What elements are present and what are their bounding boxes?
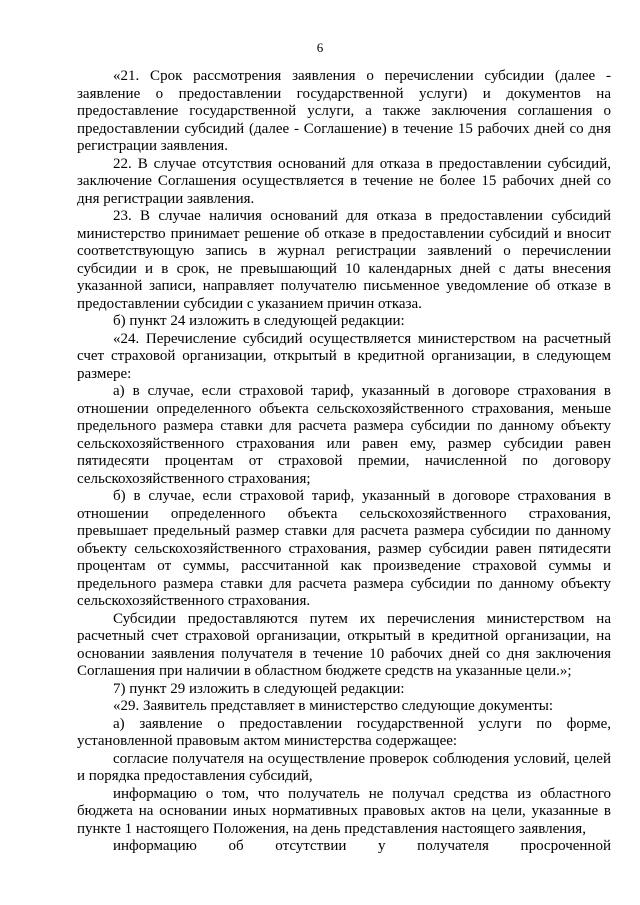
paragraph-23: 23. В случае наличия оснований для отказа в предоставлении субсидий министерство принимает решение об отказе в предоставлении субсидий и вносит соответствующую запись в журнал регистрации заявлений о перечислении субсидии и в срок, не превышающий 10 календарных дней с даты внесения указанной записи, направляет получателю письменное уведомление об отказе в предоставлении субсидии с указанием причин отказа. (77, 208, 611, 312)
paragraph-amend-29: 7) пункт 29 изложить в следующей редакции: (113, 680, 405, 697)
paragraph-24: «24. Перечисление субсидий осуществляется министерством на расчетный счет страховой организации, открытый в кредитной организации, в следующем размере: (77, 330, 611, 382)
paragraph-amend-24: б) пункт 24 изложить в следующей редакции: (113, 313, 405, 329)
paragraph-29: «29. Заявитель представляет в министерство следующие документы: (113, 698, 554, 714)
paragraph-info-debt: информацию об отсутствии у получателя просроченной (113, 838, 611, 854)
paragraph-29-a: а) заявление о предоставлении государственной услуги по форме, установленной правовым актом министерства содержащее: (77, 715, 611, 749)
document-body (77, 68, 611, 856)
paragraph-24-b: б) в случае, если страховой тариф, указанный в договоре страхования в отношении определенного объекта сельскохозяйственного страхования, превышает предельный размер ставки для расчета размера субсидии по данному объекту сельскохозяйственного страхования, размер субсидии равен пятидесяти процентам от суммы, рассчитанной как произведение страховой суммы и предельного размера ставки для расчета размера субсидии по данному объекту сельскохозяйственного страхования. (77, 488, 611, 609)
paragraph-21: «21. Срок рассмотрения заявления о перечислении субсидии (далее - заявление о предоставлении государственной услуги) и документов на предоставление государственной услуги, а также заключения соглашения о предоставлении субсидий (далее - Соглашение) в течение 15 рабочих дней со дня регистрации заявления. (77, 68, 611, 154)
paragraph-info-funds: информацию о том, что получатель не получал средства из областного бюджета на основании иных нормативных правовых актов на цели, указанные в пункте 1 настоящего Положения, на день представления настоящего заявления, (77, 785, 611, 837)
page-number: 6 (316, 40, 324, 55)
paragraph-22: 22. В случае отсутствия оснований для отказа в предоставлении субсидий, заключение Соглашения осуществляется в течение не более 15 рабочих дней со дня регистрации заявления. (77, 155, 611, 207)
paragraph-subsidies: Субсидии предоставляются путем их перечисления министерством на расчетный счет страховой организации, открытый в кредитной организации, на основании заявления получателя в течение 10 рабочих дней со дня заключения Соглашения при наличии в областном бюджете средств на указанные цели.»; (77, 610, 611, 679)
paragraph-24-a: а) в случае, если страховой тариф, указанный в договоре страхования в отношении определенного объекта сельскохозяйственного страхования, меньше предельного размера ставки для расчета размера субсидии по данному объекту сельскохозяйственного страхования или равен ему, размер субсидии равен пятидесяти процентам от страховой премии, начисленной по договору сельскохозяйственного страхования; (77, 383, 611, 487)
paragraph-consent: согласие получателя на осуществление проверок соблюдения условий, целей и порядка предоставления субсидий, (77, 750, 611, 784)
